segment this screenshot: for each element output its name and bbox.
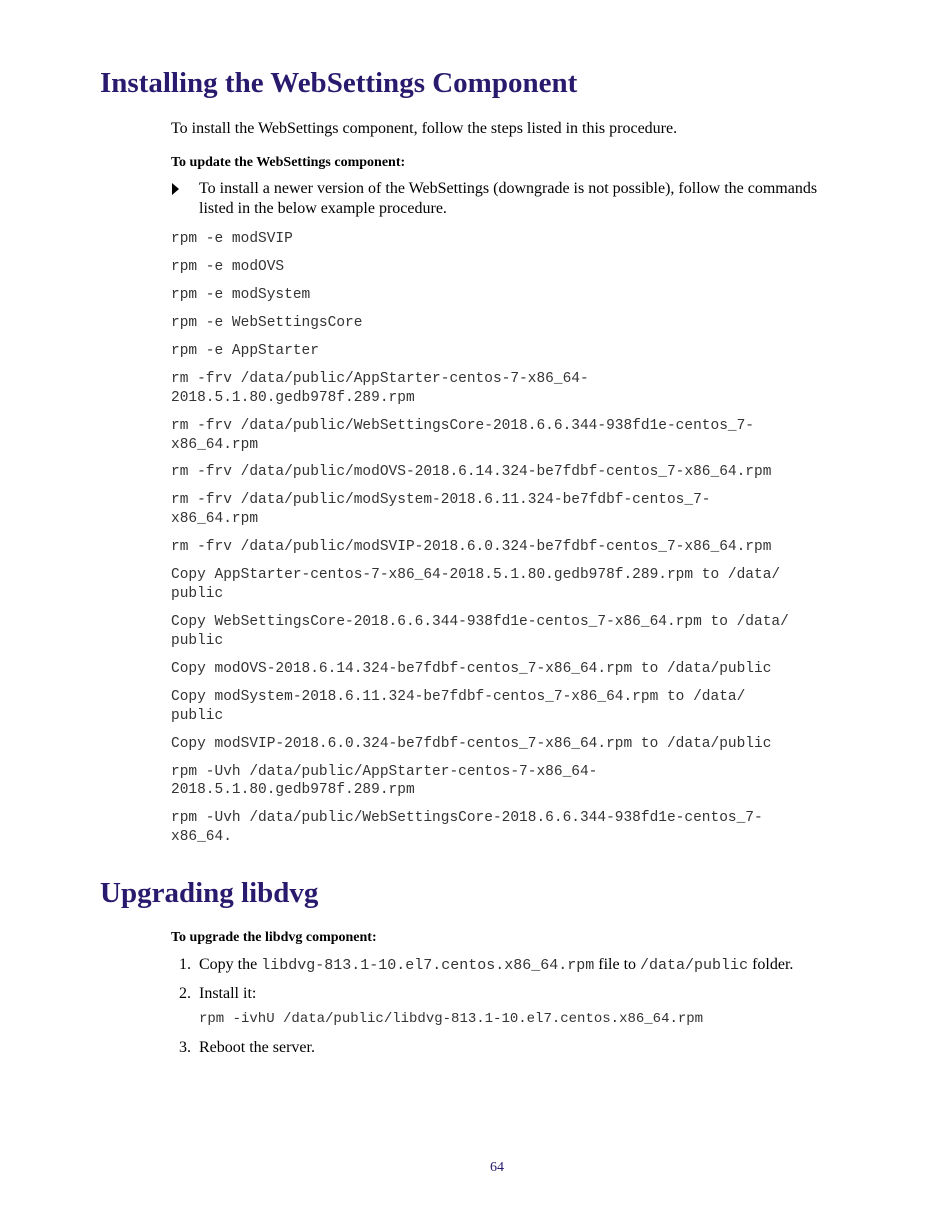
command-line: rpm -e AppStarter xyxy=(171,342,319,359)
triangle-bullet-icon xyxy=(172,183,179,195)
command-list xyxy=(171,230,851,856)
step-text: Reboot the server. xyxy=(199,1039,315,1056)
command-line: rm -frv /data/public/modSystem-2018.6.11.324-be7fdbf-centos_7- x86_64.rpm xyxy=(171,492,711,528)
inline-code-rpm-file: libdvg-813.1-10.el7.centos.x86_64.rpm xyxy=(261,957,595,974)
step-number: 2. xyxy=(179,985,191,1002)
bullet-item xyxy=(171,179,851,219)
command-line: rm -frv /data/public/AppStarter-centos-7-x86_64- 2018.5.1.80.gedb978f.289.rpm xyxy=(171,370,589,406)
step-1 xyxy=(171,955,851,976)
procedure-title-upgrade: To upgrade the libdvg component: xyxy=(171,930,377,945)
command-line: rm -frv /data/public/modOVS-2018.6.14.324-be7fdbf-centos_7-x86_64.rpm xyxy=(171,464,772,481)
step-text-suffix: folder. xyxy=(748,956,794,973)
step-3 xyxy=(171,1038,851,1058)
intro-paragraph: To install the WebSettings component, follow the steps listed in this procedure. xyxy=(171,120,678,137)
section-heading-install-websettings: Installing the WebSettings Component xyxy=(100,67,578,99)
command-line: rm -frv /data/public/WebSettingsCore-2018.6.6.344-938fd1e-centos_7- x86_64.rpm xyxy=(171,417,754,453)
command-line: Copy AppStarter-centos-7-x86_64-2018.5.1.80.gedb978f.289.rpm to /data/ public xyxy=(171,567,781,603)
command-line: rpm -e modOVS xyxy=(171,258,285,275)
command-line: Copy modSVIP-2018.6.0.324-be7fdbf-centos_7-x86_64.rpm to /data/public xyxy=(171,735,772,752)
page-number: 64 xyxy=(490,1160,504,1175)
step-number: 3. xyxy=(179,1039,191,1056)
command-line: Copy modOVS-2018.6.14.324-be7fdbf-centos_7-x86_64.rpm to /data/public xyxy=(171,660,772,677)
intro-paragraph-wrap xyxy=(171,119,851,139)
step-2 xyxy=(171,984,851,1004)
command-line: rpm -Uvh /data/public/WebSettingsCore-2018.6.6.344-938fd1e-centos_7- x86_64. xyxy=(171,810,763,846)
command-line: rpm -e modSystem xyxy=(171,286,311,303)
procedure-title-wrap xyxy=(171,154,851,172)
command-line: rm -frv /data/public/modSVIP-2018.6.0.324-be7fdbf-centos_7-x86_64.rpm xyxy=(171,539,772,556)
command-line: rpm -e WebSettingsCore xyxy=(171,314,363,331)
numbered-steps xyxy=(171,955,851,1066)
command-line: Copy modSystem-2018.6.11.324-be7fdbf-centos_7-x86_64.rpm to /data/ public xyxy=(171,688,746,724)
section-heading-upgrading-libdvg: Upgrading libdvg xyxy=(100,877,319,909)
inline-code-folder: /data/public xyxy=(640,957,749,974)
command-line: rpm -e modSVIP xyxy=(171,231,293,247)
install-command: rpm -ivhU /data/public/libdvg-813.1-10.el7.centos.x86_64.rpm xyxy=(199,1011,704,1027)
step-text: Install it: xyxy=(199,985,257,1002)
step-number: 1. xyxy=(179,956,191,973)
command-line: rpm -Uvh /data/public/AppStarter-centos-7-x86_64- 2018.5.1.80.gedb978f.289.rpm xyxy=(171,763,598,799)
procedure-title-upgrade-wrap xyxy=(171,929,851,947)
bullet-wrap xyxy=(171,179,851,219)
bullet-text: To install a newer version of the WebSettings (downgrade is not possible), follow the commands listed in the below example procedure. xyxy=(199,180,818,217)
step-text-middle: file to xyxy=(594,956,641,973)
command-line: Copy WebSettingsCore-2018.6.6.344-938fd1e-centos_7-x86_64.rpm to /data/ public xyxy=(171,614,789,649)
step-text-prefix: Copy the xyxy=(199,956,262,973)
procedure-title-update: To update the WebSettings component: xyxy=(171,155,406,170)
